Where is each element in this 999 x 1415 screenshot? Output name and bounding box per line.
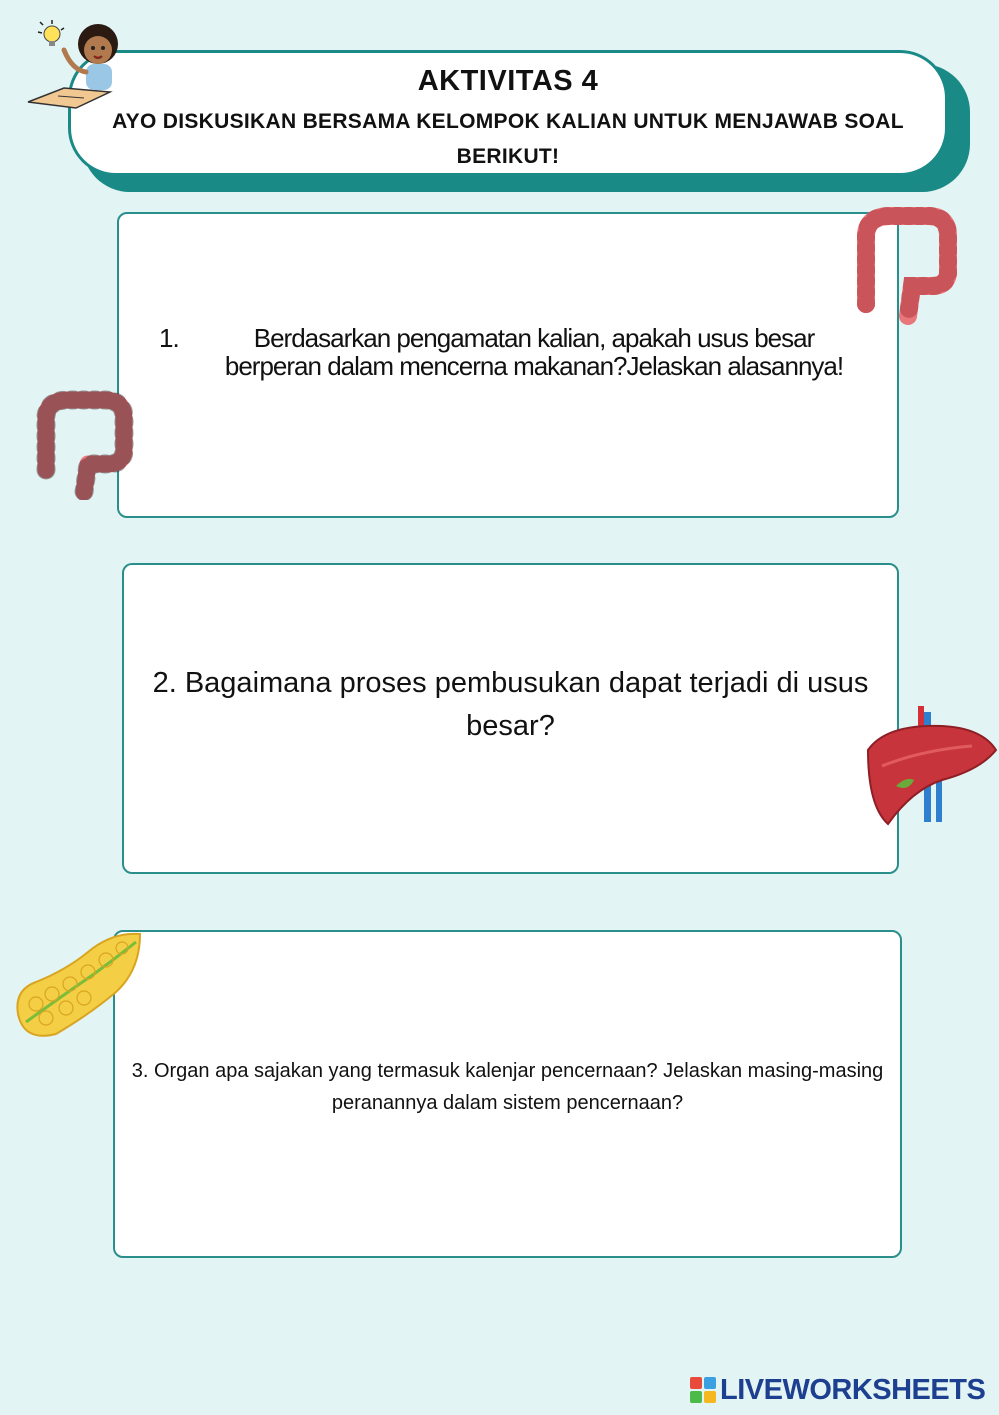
question-1-number: 1.	[159, 323, 179, 353]
large-intestine-icon	[28, 384, 144, 500]
question-1-text	[159, 324, 859, 380]
question-2-text: 2. Bagaimana proses pembusukan dapat terjadi di usus besar?	[152, 666, 869, 742]
question-3-text: 3. Organ apa sajakan yang termasuk kalenjar pencernaan? Jelaskan masing-masing peranannya dalam sistem pencernaan?	[131, 1060, 884, 1114]
question-1-body: Berdasarkan pengamatan kalian, apakah usus besar berperan dalam mencerna makanan?Jelaskan alasannya!	[224, 323, 844, 381]
activity-instruction: AYO DISKUSIKAN BERSAMA KELOMPOK KALIAN UNTUK MENJAWAB SOAL BERIKUT!	[112, 110, 904, 168]
liveworksheets-logo[interactable]	[690, 1373, 985, 1407]
question-2-box	[122, 563, 899, 874]
large-intestine-icon	[846, 204, 968, 326]
activity-banner	[68, 50, 948, 176]
activity-title: AKTIVITAS 4	[417, 65, 599, 97]
liver-icon	[862, 706, 999, 826]
liveworksheets-logo-icon	[690, 1377, 716, 1403]
question-3-box	[113, 930, 902, 1258]
student-thinking-icon	[24, 14, 120, 110]
question-1-box	[117, 212, 899, 518]
pancreas-icon	[12, 930, 142, 1042]
liveworksheets-logo-text: LIVEWORKSHEETS	[720, 1373, 986, 1406]
